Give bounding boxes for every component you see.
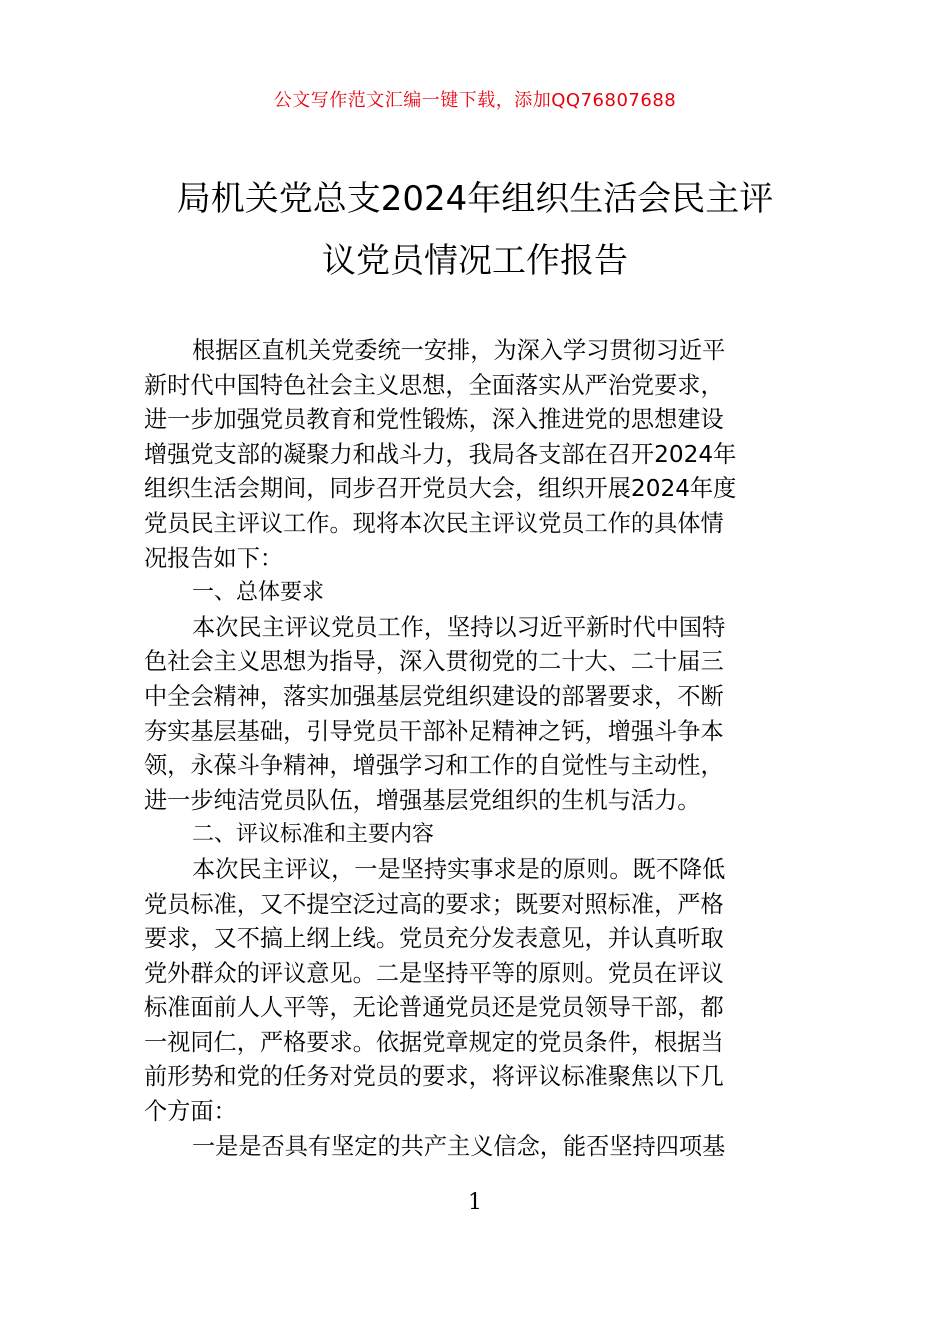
paragraph-line: 标准面前人人平等，无论普通党员还是党员领导干部，都	[144, 994, 724, 1022]
paragraph-line: 中全会精神，落实加强基层党组织建设的部署要求，不断	[144, 682, 724, 710]
paragraph-line: 要求，又不搞上纲上线。党员充分发表意见，并认真听取	[144, 925, 724, 953]
paragraph-line: 党外群众的评议意见。二是坚持平等的原则。党员在评议	[144, 959, 724, 987]
paragraph-line: 进一步加强党员教育和党性锻炼，深入推进党的思想建设	[144, 406, 724, 434]
title-line-1: 局机关党总支2024年组织生活会民主评	[176, 179, 774, 219]
paragraph-line: 本次民主评议，一是坚持实事求是的原则。既不降低	[192, 855, 726, 883]
paragraph-line: 组织生活会期间，同步召开党员大会，组织开展2024年度	[144, 475, 737, 503]
paragraph-line: 一视同仁，严格要求。依据党章规定的党员条件，根据当	[144, 1028, 724, 1056]
document-body	[144, 334, 808, 1164]
paragraph-line: 新时代中国特色社会主义思想，全面落实从严治党要求，	[144, 371, 724, 399]
section-heading-criteria: 二、评议标准和主要内容	[192, 822, 435, 848]
section-heading-general-requirements: 一、总体要求	[192, 580, 325, 606]
paragraph-line: 党员民主评议工作。现将本次民主评议党员工作的具体情	[144, 509, 724, 537]
paragraph-line: 党员标准，又不提空泛过高的要求；既要对照标准，严格	[144, 890, 724, 918]
paragraph-line: 况报告如下：	[144, 544, 284, 572]
paragraph-line: 色社会主义思想为指导，深入贯彻党的二十大、二十届三	[144, 648, 724, 676]
title-line-2: 议党员情况工作报告	[322, 241, 628, 281]
paragraph-line: 领，永葆斗争精神，增强学习和工作的自觉性与主动性，	[144, 752, 724, 780]
document-title	[140, 168, 810, 292]
watermark-text: 公文写作范文汇编一键下载，添加QQ76807688	[273, 90, 677, 111]
page-number: 1	[468, 1190, 482, 1215]
paragraph-line: 增强党支部的凝聚力和战斗力，我局各支部在召开2024年	[144, 440, 737, 468]
paragraph-line: 前形势和党的任务对党员的要求，将评议标准聚焦以下几	[144, 1063, 724, 1091]
paragraph-line: 根据区直机关党委统一安排，为深入学习贯彻习近平	[192, 337, 726, 364]
paragraph-line: 夯实基层基础，引导党员干部补足精神之钙，增强斗争本	[144, 717, 724, 745]
paragraph-line: 本次民主评议党员工作，坚持以习近平新时代中国特	[192, 613, 726, 641]
paragraph-line: 个方面：	[144, 1098, 237, 1126]
paragraph-line: 进一步纯洁党员队伍，增强基层党组织的生机与活力。	[144, 786, 701, 814]
paragraph-line: 一是是否具有坚定的共产主义信念，能否坚持四项基	[192, 1132, 726, 1160]
